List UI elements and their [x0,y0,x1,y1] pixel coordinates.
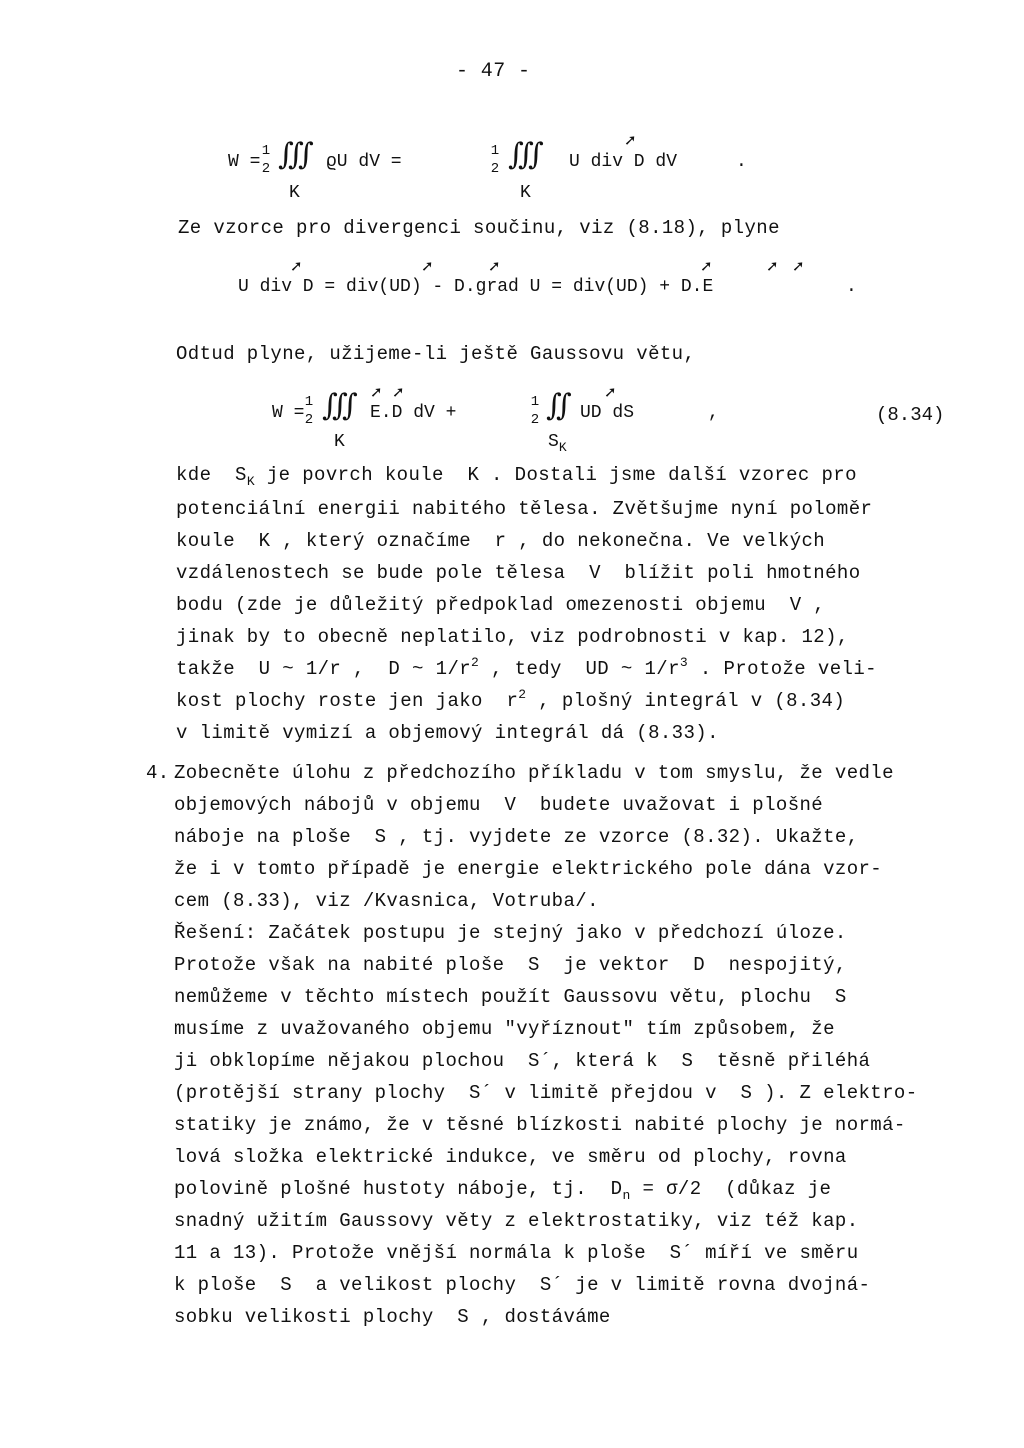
exercise-number: 4. [146,762,170,784]
para2-line-1: Zobecněte úlohu z předchozího příkladu v tom smyslu, že vedle [174,762,894,784]
para2-line-3: náboje na ploše S , tj. vyjdete ze vzorce (8.32). Ukažte, [174,826,859,848]
para2-line-7: Protože však na nabité ploše S je vektor D nespojitý, [174,954,847,976]
eq1-frac-den-1: 2 [261,161,271,177]
eq1-end: . [736,152,747,172]
eq1-region-2: K [520,183,531,203]
eq2-end: . [846,277,857,297]
eq1-frac-den-2: 2 [490,161,500,177]
equation-label: (8.34) [876,404,945,426]
eq1-lhs: W = [228,152,261,172]
line-divergence: Ze vzorce pro divergenci součinu, viz (8.18), plyne [178,217,780,239]
para2-line-4: že i v tomto případě je energie elektrického pole dána vzor- [174,858,883,880]
para1-line-5: bodu (zde je důležitý předpoklad omezenosti objemu V , [176,594,826,616]
vector-arrow-icon: ➚ [792,257,805,275]
vector-arrow-icon: ➚ [700,257,713,275]
para2-line-16: 11 a 13). Protože vnější normála k ploše S´ míří ve směru [174,1242,859,1264]
eq1-frac-num-1: 1 [261,143,271,159]
vector-arrow-icon: ➚ [421,257,434,275]
vector-arrow-icon: ➚ [766,257,779,275]
para2-line-12: statiky je známo, že v těsné blízkosti nabité plochy je normá- [174,1114,906,1136]
eq3-comma: , [708,403,719,423]
eq3-lhs: W = [272,403,305,423]
para2-line-15: snadný užitím Gaussovy věty z elektrostatiky, viz též kap. [174,1210,859,1232]
para1-line-8: kost plochy roste jen jako $r^2$ , plošný integrál v (8.34) [176,687,846,712]
para2-line-13: lová složka elektrické indukce, ve směru od plochy, rovna [174,1146,847,1168]
para2-line-2: objemových nábojů v objemu V budete uvažovat i plošné [174,794,824,816]
vector-arrow-icon: ➚ [488,257,501,275]
para1-line-9: v limitě vymizí a objemový integrál dá (8.33). [176,722,719,744]
eq1-term-1: ϱU dV = [326,152,402,172]
line-gauss: Odtud plyne, užijeme-li ještě Gaussovu větu, [176,343,696,365]
eq3-frac-den-1: 2 [304,412,314,428]
para2-line-8: nemůžeme v těchto místech použít Gaussovu větu, plochu S [174,986,847,1008]
eq3-frac-num-1: 1 [304,394,314,410]
eq3-frac-num-2: 1 [530,394,540,410]
eq3-region-1: K [334,432,345,452]
para2-line-14: polovině plošné hustoty náboje, tj. $D_n = \sigma/2$ (důkaz je [174,1178,832,1203]
para2-line-17: k ploše S a velikost plochy S´ je v limitě rovna dvojná- [174,1274,871,1296]
vector-arrow-icon: ➚ [392,383,405,401]
para1-line-1: kde $S_K$ je povrch koule K . Dostali jsme další vzorec pro [176,464,857,489]
eq1-triple-integral-2: ∭ [508,137,544,172]
para1-line-2: potenciální energii nabitého tělesa. Zvětšujme nyní poloměr [176,498,873,520]
eq3-triple-integral: ∭ [322,388,358,423]
para2-line-5: cem (8.33), viz /Kvasnica, Votruba/. [174,890,599,912]
vector-arrow-icon: ➚ [624,131,637,149]
para1-line-3: koule K , který označíme r , do nekonečna. Ve velkých [176,530,826,552]
para2-line-18: sobku velikosti plochy S , dostáváme [174,1306,611,1328]
vector-arrow-icon: ➚ [290,257,303,275]
eq3-frac-den-2: 2 [530,412,540,428]
para2-line-11: (protější strany plochy S´ v limitě přejdou v S ). Z elektro- [174,1082,918,1104]
vector-arrow-icon: ➚ [370,383,383,401]
eq1-triple-integral-1: ∭ [278,137,314,172]
para2-line-9: musíme z uvažovaného objemu "vyříznout" tím způsobem, že [174,1018,835,1040]
para1-line-6: jinak by to obecně neplatilo, viz podrobnosti v kap. 12), [176,626,849,648]
eq1-term-2: U div D dV [569,152,678,172]
para2-line-6: Řešení: Začátek postupu je stejný jako v předchozí úloze. [174,922,847,944]
eq3-double-integral: ∬ [546,388,572,423]
vector-arrow-icon: ➚ [604,383,617,401]
page-number: - 47 - [456,60,531,83]
eq2-body: U div D = div(UD) - D.grad U = div(UD) + D.E [238,277,714,297]
para1-line-4: vzdálenostech se bude pole tělesa V blížit poli hmotného [176,562,861,584]
eq3-term-2: UD dS [580,403,635,423]
eq3-term-1: E.D dV + [370,403,457,423]
eq1-region-1: K [289,183,300,203]
para2-line-10: ji obklopíme nějakou plochou S´, která k S těsně přiléhá [174,1050,871,1072]
eq1-frac-num-2: 1 [490,143,500,159]
para1-line-7: takže U ~ 1/r , D ~ $1/r^2$ , tedy UD ~ $1/r^3$ . Protože veli- [176,655,877,680]
eq3-region-2: $S_K$ [548,432,567,455]
